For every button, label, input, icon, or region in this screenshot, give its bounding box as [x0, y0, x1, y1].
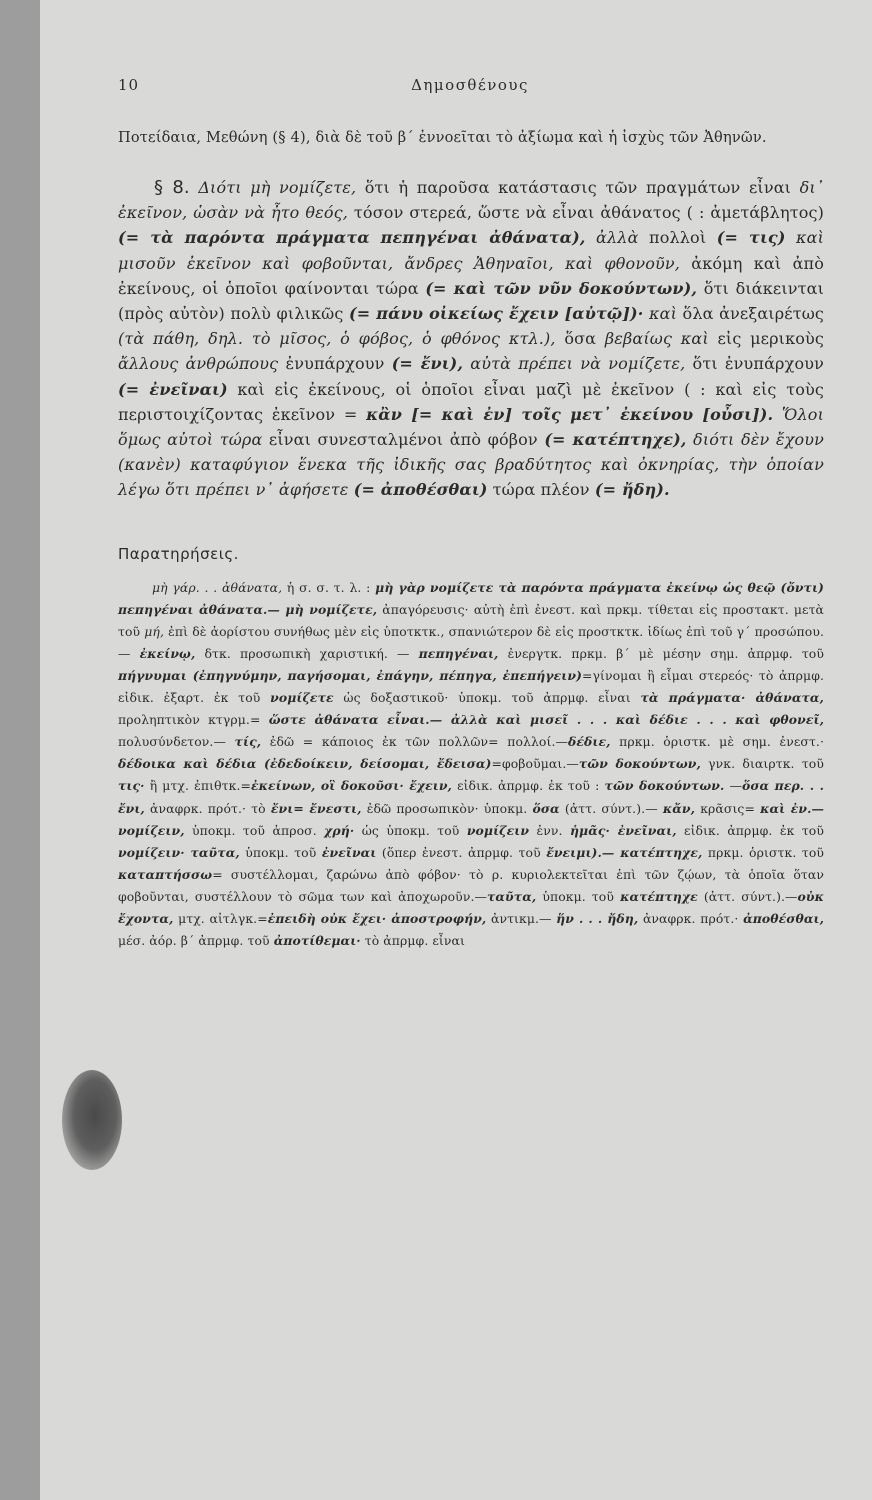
main-text-segment: (= ἐνεῖναι) — [118, 379, 228, 399]
notes-text-segment: (ἀττ. σύντ.).— — [559, 800, 663, 816]
notes-text-segment: ἐνεῖναι — [321, 844, 377, 860]
notes-text-segment: χρή· — [324, 822, 355, 838]
notes-text-segment: ὥστε ἀθάνατα εἶναι.— ἀλλὰ καὶ μισεῖ . . . καὶ δέδιε . . . καὶ φθονεῖ, — [268, 712, 824, 728]
notes-text-segment: καταπτήσσω — [118, 866, 213, 882]
book-page — [40, 0, 872, 1500]
main-text-segment: εἰς μερικοὺς — [708, 329, 825, 349]
main-text-segment: (= τις) — [716, 228, 786, 248]
main-text-segment: αὐτὰ πρέπει νὰ νομίζετε, — [463, 354, 686, 374]
main-text-segment: βεβαίως καὶ — [604, 329, 709, 349]
main-text-segment: (= ἀποθέσθαι) — [353, 480, 488, 500]
notes-text-segment: γνκ. διαιρτκ. τοῦ — [700, 756, 824, 772]
notes-text-segment: ἡ σ. σ. τ. λ. : — [282, 579, 376, 595]
notes-text-segment: ἐπειδὴ οὐκ ἔχει· ἀποστροφήν, — [267, 911, 487, 927]
notes-text-segment: τὰ πράγματα· ἀθάνατα, — [640, 690, 824, 706]
notes-text-segment: προληπτικὸν κτγρμ.= — [118, 712, 269, 728]
main-text-segment: Ὅλοι ὅμως αὐτοὶ τώρα — [118, 404, 824, 450]
main-text-segment: (= τὰ παρόντα πράγματα πεπηγέναι ἀθάνατα), — [118, 228, 586, 248]
notes-text-segment: ἀπαγόρευσις· αὐτὴ ἐπὶ ἐνεστ. καὶ πρκμ. τίθεται εἰς προστακτ. μετὰ τοῦ — [118, 601, 824, 639]
main-text-segment: ὅτι ἐνυπάρχουν — [685, 354, 824, 374]
notes-text-segment: νομίζετε — [270, 690, 334, 706]
main-text-segment: ὅσα — [555, 329, 605, 349]
notes-text-segment: ἐκείνῳ, — [139, 645, 196, 661]
main-text-segment: καὶ μισοῦν ἐκεῖνον καὶ φοβοῦνται, ἄνδρες Ἀθηναῖοι, καὶ φθονοῦν, — [118, 228, 824, 273]
main-text-segment: τόσον στερεά, ὥστε νὰ εἶναι ἀθάνατος ( : ἀμετάβλητος) — [348, 203, 824, 223]
notes-text-segment: ὑποκμ. τοῦ ἀπροσ. — [184, 822, 325, 838]
notes-text-segment: ἐδῶ προσωπικὸν· ὑποκμ. — [361, 800, 533, 816]
ink-stain — [62, 1070, 122, 1170]
notes-text-segment: ὡς δοξαστικοῦ· ὑποκμ. τοῦ ἀπρμφ. εἶναι — [333, 690, 641, 706]
notes-text-segment: ὑποκμ. τοῦ — [536, 888, 621, 904]
notes-text-segment: τῶν δοκούντων, — [578, 756, 701, 772]
notes-text-segment: ὅσα περ. . . ἔνι, — [118, 778, 824, 816]
notes-text-segment: ἐδῶ = κάποιος ἐκ τῶν πολλῶν= πολλοί.— — [261, 734, 568, 750]
notes-text-segment: (ὅπερ ἐνεστ. ἀπρμφ. τοῦ — [376, 844, 547, 860]
main-text-segment: (= ἤδη). — [594, 480, 670, 500]
notes-text-segment: ὑποκμ. τοῦ — [239, 844, 322, 860]
notes-text-segment: ταῦτα, — [486, 888, 537, 904]
notes-text-segment: ἔνι= ἔνεστι, — [270, 800, 362, 816]
notes-text-segment: — — [724, 778, 742, 794]
running-title: Δημοσθένους — [411, 76, 529, 94]
notes-text-segment: τις· — [118, 778, 145, 794]
notes-text-segment: ἔνειμι).— κατέπτηχε, — [546, 844, 703, 860]
notes-text-segment: ὡς ὑποκμ. τοῦ — [354, 822, 467, 838]
notes-text-segment: κἄν, — [662, 800, 696, 816]
notes-paragraph — [118, 577, 824, 953]
main-text-segment: ἀλλὰ — [585, 228, 639, 248]
main-text-segment: (τὰ πάθη, δηλ. τὸ μῖσος, ὁ φόβος, ὁ φθόνος κτλ.), — [118, 329, 556, 349]
main-text-segment: ἐνυπάρχουν — [278, 354, 392, 374]
main-text-segment: (= κατέπτηχε), — [544, 430, 687, 450]
notes-text-segment: ἀναφρκ. πρότ.· τὸ — [144, 800, 271, 816]
lead-paragraph: Ποτείδαια, Μεθώνη (§ 4), διὰ δὲ τοῦ β΄ ἐννοεῖται τὸ ἀξίωμα καὶ ἡ ἰσχὺς τῶν Ἀθηνῶν. — [118, 130, 767, 146]
notes-text-segment: ἐνν. — [529, 822, 570, 838]
page-number: 10 — [118, 76, 140, 94]
notes-text-segment: πεπηγέναι, — [418, 645, 499, 661]
notes-text-segment: καὶ ἐν.— νομίζειν, — [118, 800, 825, 838]
notes-text-segment: πρκμ. ὁριστκ. μὲ σημ. ἐνεστ.· — [610, 734, 824, 750]
notes-text-segment: δέδιε, — [567, 734, 611, 750]
notes-text-segment: ἐπὶ δὲ ἀορίστου συνήθως μὲν εἰς ὑποτκτκ., σπανιώτερον δὲ εἰς προστκτκ. ἰδίως ἐπὶ τοῦ γ΄ προσώπου. — — [118, 623, 824, 661]
main-text-segment: καὶ — [643, 304, 678, 324]
notes-text-segment: τίς, — [234, 734, 262, 750]
notes-text-segment: ἀναφρκ. πρότ.· — [638, 911, 744, 927]
main-text-segment: δι᾿ ἐκεῖνον, ὡσὰν νὰ ἦτο θεός, — [118, 178, 824, 223]
notes-text-segment: τῶν δοκούντων. — [604, 778, 725, 794]
notes-text-segment: οὐκ ἔχοντα, — [118, 888, 824, 927]
notes-text-segment: τὸ ἀπρμφ. εἶναι — [360, 933, 465, 949]
page-header — [118, 76, 822, 100]
notes-text-segment: ἢ μτχ. ἐπιθτκ.= — [144, 778, 251, 794]
main-text-segment: ἄλλους ἀνθρώπους — [118, 354, 279, 374]
notes-text-segment: ἀποθέσθαι, — [743, 911, 825, 927]
main-text-segment: κἂν [= καὶ ἐν] τοῖς μετ᾿ ἐκείνου [οὖσι]). — [366, 404, 774, 424]
main-text-segment: καὶ εἰς ἐκείνους, οἱ ὁποῖοι εἶναι μαζὶ μὲ ἐκεῖνον ( : καὶ εἰς τοὺς περιστοιχίζοντας ἐκεῖνον = — [118, 379, 824, 424]
notes-text-segment: δέδοικα καὶ δέδια (ἐδεδοίκειν, δείσομαι, ἔδεισα) — [118, 756, 492, 772]
notes-text-segment: πρκμ. ὁριστκ. τοῦ — [702, 844, 825, 860]
main-text-segment: ἀκόμη καὶ ἀπὸ ἐκείνους, οἱ ὁποῖοι φαίνονται τώρα — [118, 253, 825, 298]
main-text-segment: ὅτι ἡ παροῦσα κατάστασις τῶν πραγμάτων εἶναι — [356, 178, 800, 197]
notes-text-segment: =φοβοῦμαι.— — [491, 756, 579, 772]
notes-text-segment: μέσ. ἀόρ. β΄ ἀπρμφ. τοῦ — [118, 933, 274, 949]
notes-text-segment: εἰδικ. ἀπρμφ. ἐκ τοῦ — [676, 822, 824, 838]
notes-text-segment: μή, — [144, 623, 164, 639]
notes-text-segment: (ἀττ. σύντ.).— — [697, 888, 798, 904]
main-text-segment: (= ἔνι), — [391, 354, 464, 374]
main-text-segment: διότι δὲν ἔχουν (κανὲν) καταφύγιον ἕνεκα τῆς ἰδικῆς σας βραδύτητος καὶ ὀκνηρίας, τὴν ὁποίαν λέγω ὅτι πρέπει ν᾿ ἀφήσετε — [118, 430, 824, 500]
notes-heading: Παρατηρήσεις. — [118, 544, 239, 563]
main-text-segment: τώρα πλέον — [487, 480, 595, 500]
notes-text-segment: νομίζειν· ταῦτα, — [118, 844, 240, 860]
main-text-segment: ὅλα ἀνεξαιρέτως — [677, 304, 825, 324]
notes-text-segment: ἀποτίθεμαι· — [273, 933, 361, 949]
notes-text-segment: μτχ. αἰτλγκ.= — [173, 911, 268, 927]
section-mark: § 8. — [154, 177, 190, 198]
main-text-segment: (= καὶ τῶν νῦν δοκούντων), — [425, 278, 698, 298]
section-8-paragraph — [118, 175, 824, 503]
notes-text-segment: κρᾶσις= — [695, 800, 761, 816]
notes-text-segment: πολυσύνδετον.— — [118, 734, 235, 750]
notes-text-segment: κατέπτηχε — [620, 888, 698, 904]
main-text-segment: ὅτι διάκεινται (πρὸς αὐτὸν) πολὺ φιλικῶς — [118, 278, 825, 324]
notes-text-segment: = συστέλλομαι, ζαρώνω ἀπὸ φόβον· τὸ ρ. κυριολεκτεῖται ἐπὶ τῶν ζῴων, τὰ ὁποῖα ὅταν φοβοῦνται, συστέλλουν τὸ σῶμα των καὶ ἀποχωροῦν.— — [118, 866, 824, 904]
notes-text-segment: ἐνεργτκ. πρκμ. β΄ μὲ μέσην σημ. ἀπρμφ. τοῦ — [498, 645, 824, 661]
notes-text-segment: μὴ γάρ. . . ἀθάνατα, — [152, 579, 283, 595]
main-text-segment: (= πάνυ οἰκείως ἔχειν [αὐτῷ])· — [349, 304, 644, 324]
notes-text-segment: πήγνυμαι (ἐπηγνύμην, παγήσομαι, ἐπάγην, πέπηγα, ἐπεπήγειν) — [118, 668, 583, 684]
notes-text-segment: =γίνομαι ἢ εἶμαι στερεός· τὸ ἀπρμφ. εἰδικ. ἐξαρτ. ἐκ τοῦ — [118, 668, 825, 706]
notes-text-segment: δτκ. προσωπικὴ χαριστική. — — [195, 645, 419, 661]
notes-text-segment: ἥν . . . ἤδη, — [556, 911, 639, 927]
notes-text-segment: ἡμᾶς· ἐνεῖναι, — [569, 822, 677, 838]
notes-text-segment: νομίζειν — [466, 822, 530, 838]
main-text-segment: πολλοὶ — [638, 228, 717, 248]
page-body — [118, 128, 824, 952]
notes-text-segment: μὴ γὰρ νομίζετε τὰ παρόντα πράγματα ἐκείνῳ ὡς θεῷ (ὄντι) πεπηγέναι ἀθάνατα.— μὴ νομίζετε, — [118, 579, 825, 617]
notes-text-segment: ὅσα — [532, 800, 560, 816]
main-text-segment: εἶναι συνεσταλμένοι ἀπὸ φόβον — [262, 430, 545, 450]
notes-text-segment: ἀντικμ.— — [486, 911, 557, 927]
notes-text-segment: ἐκείνων, οἳ δοκοῦσι· ἔχειν, — [251, 778, 452, 794]
main-text-segment: Διότι μὴ νομίζετε, — [189, 178, 357, 197]
notes-text-segment: εἰδικ. ἀπρμφ. ἐκ τοῦ : — [451, 778, 605, 794]
